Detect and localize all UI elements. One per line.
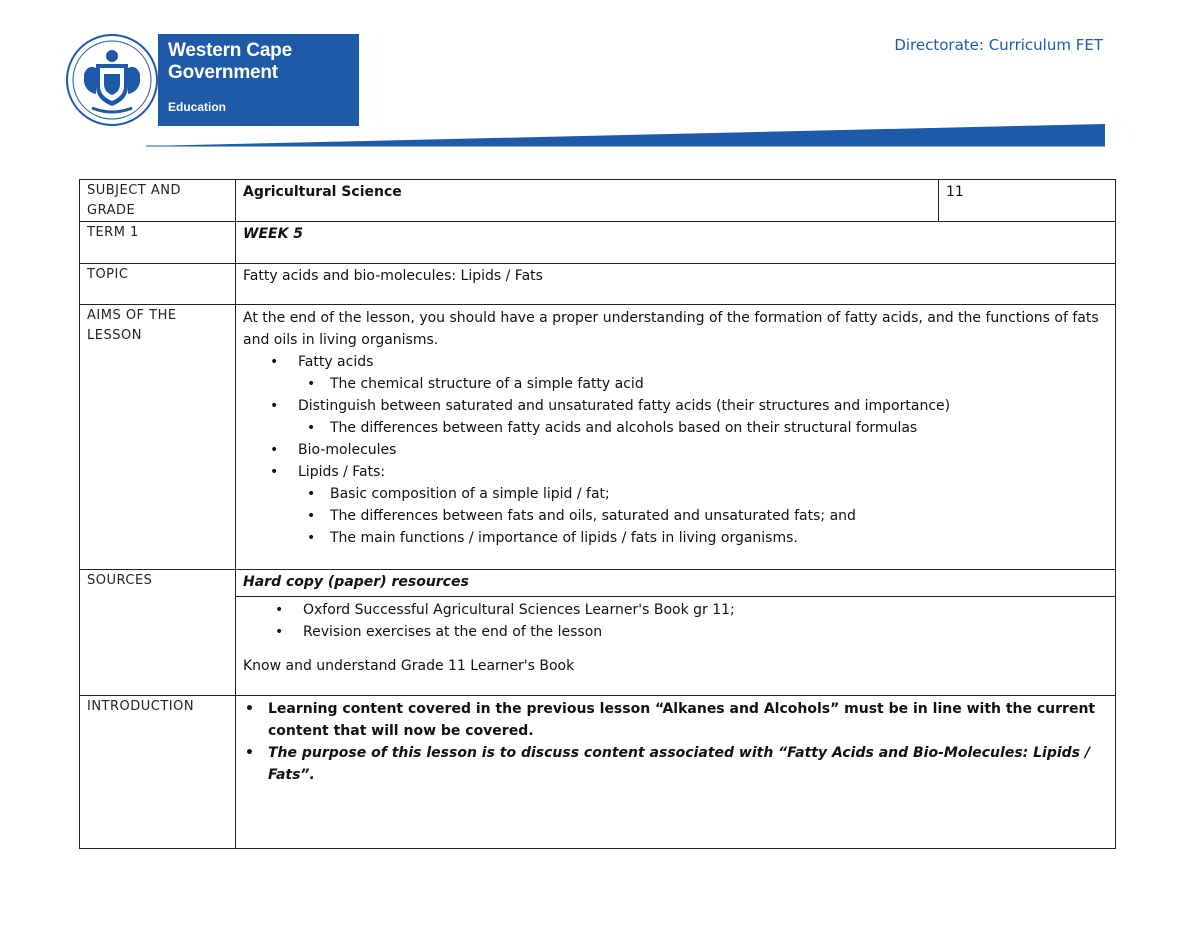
aims-label-line1: AIMS OF THE: [87, 308, 177, 323]
week-value: WEEK 5: [236, 222, 1116, 264]
list-item: • The chemical structure of a simple fatty acid: [243, 373, 1108, 395]
introduction-list: [243, 698, 1108, 786]
aims-list: [243, 351, 1108, 549]
sources-content: [236, 570, 1116, 696]
list-item: • Fatty acids: [243, 351, 1108, 373]
page-header: [0, 0, 1200, 160]
list-item: • Lipids / Fats:: [243, 461, 1108, 483]
grade-value: 11: [939, 180, 1116, 222]
subject-label: SUBJECT AND GRADE: [80, 180, 236, 222]
aims-label-line2: LESSON: [87, 328, 142, 343]
aims-intro: At the end of the lesson, you should have a proper understanding of the formation of fatty acids, and the functions of fats and oils in living organisms.: [243, 310, 1099, 348]
table-row-aims: [80, 305, 1116, 570]
table-row-subject: [80, 180, 1116, 222]
sources-heading: Hard copy (paper) resources: [236, 570, 1115, 597]
table-row-introduction: [80, 696, 1116, 849]
logo-title-line1: Western Cape: [168, 40, 292, 61]
table-row-sources: [80, 570, 1116, 696]
sources-label: SOURCES: [80, 570, 236, 696]
list-item: • Bio-molecules: [243, 439, 1108, 461]
list-item: • Distinguish between saturated and unsaturated fatty acids (their structures and importance): [243, 395, 1108, 417]
introduction-content: [236, 696, 1116, 849]
list-item: • Revision exercises at the end of the lesson: [243, 621, 1108, 643]
aims-label: [80, 305, 236, 570]
topic-label: TOPIC: [80, 264, 236, 305]
sources-note: Know and understand Grade 11 Learner's Book: [243, 658, 575, 674]
directorate-label: Directorate: Curriculum FET: [894, 36, 1103, 54]
topic-value: Fatty acids and bio-molecules: Lipids / Fats: [236, 264, 1116, 305]
term-label: TERM 1: [80, 222, 236, 264]
list-item: • The differences between fats and oils, saturated and unsaturated fats; and: [243, 505, 1108, 527]
aims-content: [236, 305, 1116, 570]
sources-list: [243, 599, 1108, 643]
list-item: • The differences between fatty acids and alcohols based on their structural formulas: [243, 417, 1108, 439]
table-row-term: [80, 222, 1116, 264]
list-item: • The main functions / importance of lipids / fats in living organisms.: [243, 527, 1108, 549]
sources-body: [236, 597, 1115, 687]
list-item: • Learning content covered in the previous lesson “Alkanes and Alcohols” must be in line with the current content that will now be covered.: [243, 698, 1108, 742]
wcg-logo: [66, 34, 359, 126]
subject-value: Agricultural Science: [236, 180, 939, 222]
introduction-label: INTRODUCTION: [80, 696, 236, 849]
list-item: • Basic composition of a simple lipid / fat;: [243, 483, 1108, 505]
lesson-plan-table: [79, 179, 1116, 849]
table-row-topic: [80, 264, 1116, 305]
list-item: • The purpose of this lesson is to discuss content associated with “Fatty Acids and Bio-Molecules: Lipids / Fats”.: [243, 742, 1108, 786]
logo-banner: [158, 34, 359, 126]
logo-title-line2: Government: [168, 62, 278, 83]
coat-of-arms-icon: [66, 34, 158, 126]
logo-subtitle: Education: [168, 100, 227, 114]
logo-title: [168, 40, 292, 84]
list-item: • Oxford Successful Agricultural Sciences Learner's Book gr 11;: [243, 599, 1108, 621]
